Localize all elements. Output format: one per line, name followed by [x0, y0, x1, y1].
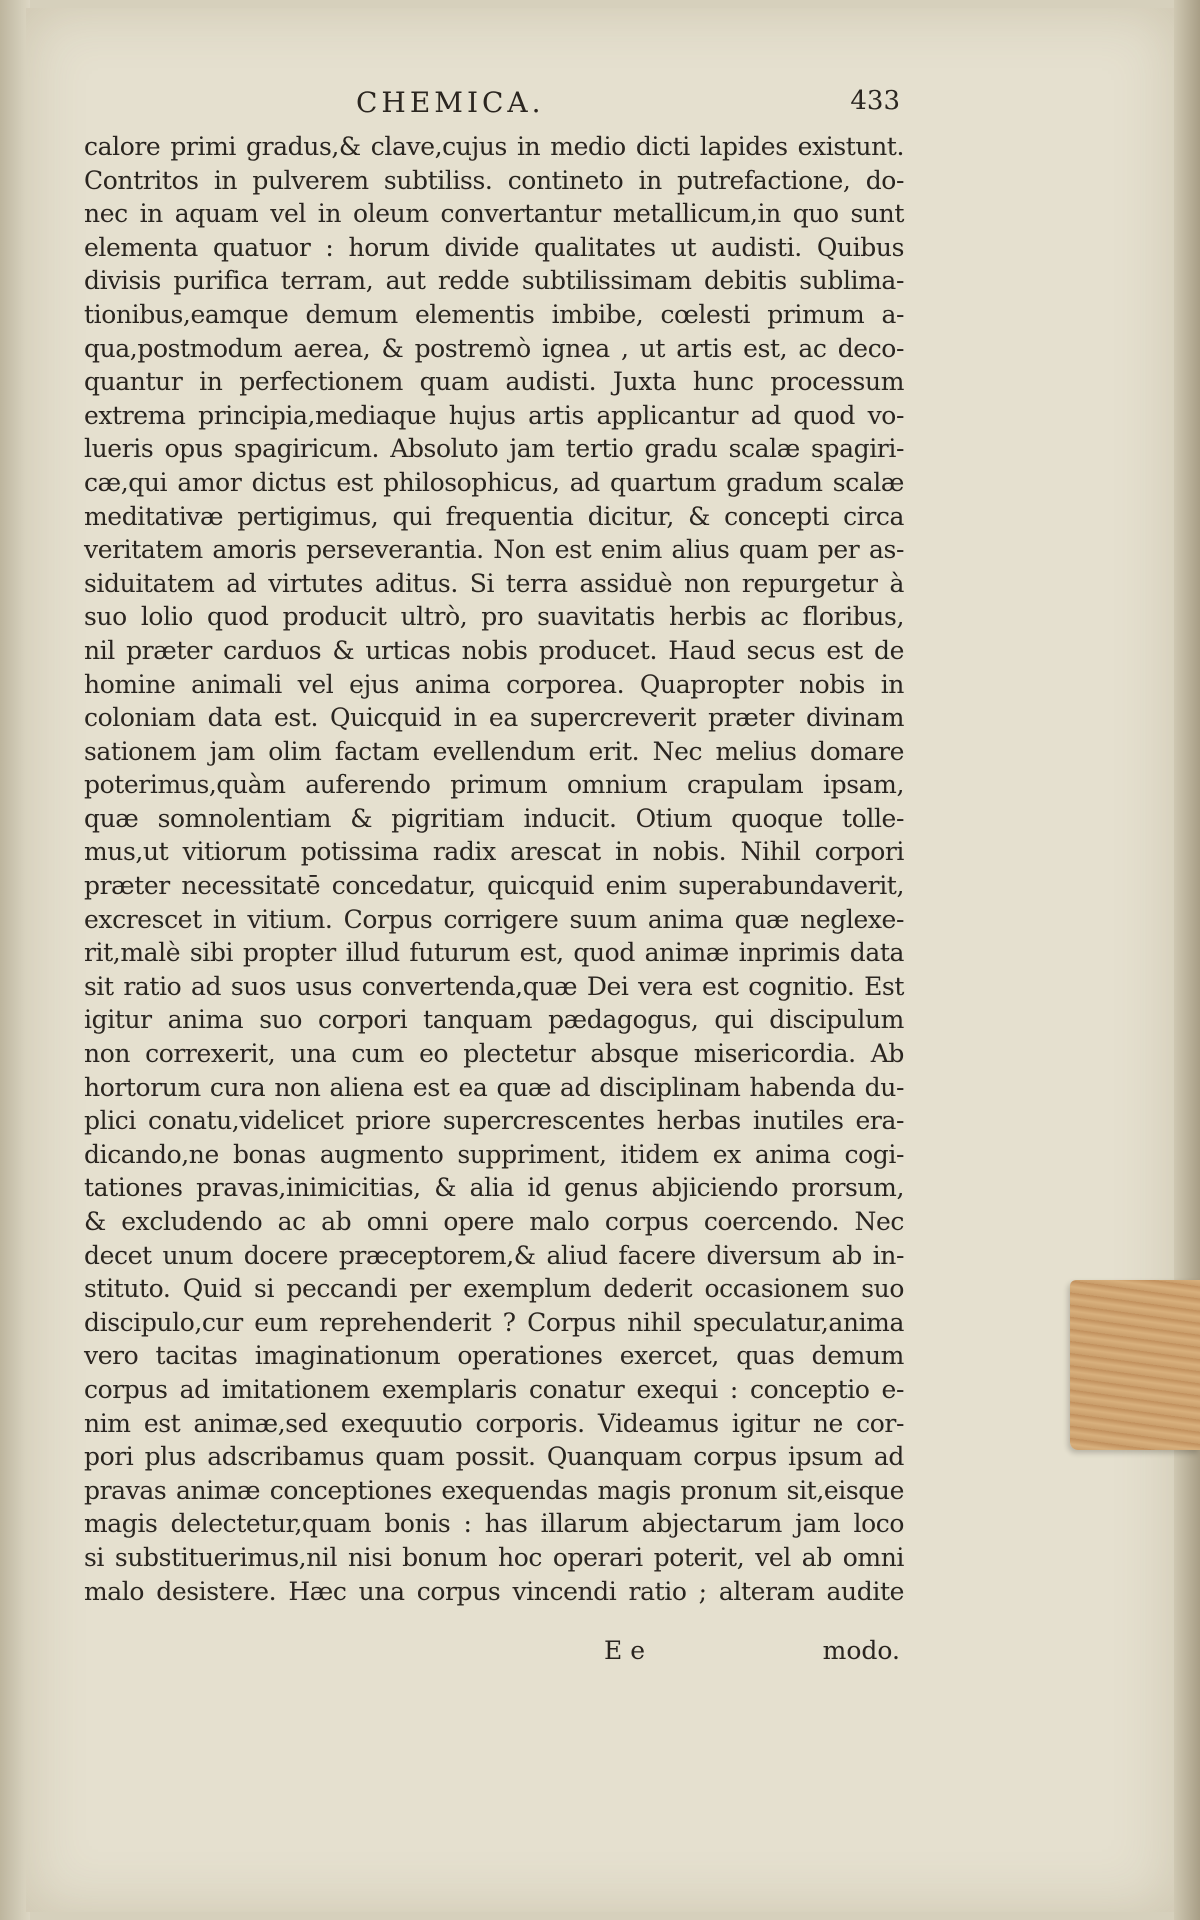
text-line: igitur anima suo corpori tanquam pædagogus, qui discipulum — [84, 1005, 904, 1035]
text-line: suo lolio quod producit ultrò, pro suavitatis herbis ac floribus, — [84, 602, 904, 632]
text-line: si substituerimus,nil nisi bonum hoc operari poterit, vel ab omni — [84, 1542, 904, 1572]
catchword: modo. — [822, 1636, 900, 1665]
page-header — [84, 86, 900, 126]
text-line: corpus ad imitationem exemplaris conatur exequi : conceptio e- — [84, 1374, 904, 1404]
text-line: siduitatem ad virtutes aditus. Si terra assiduè non repurgetur à — [84, 568, 904, 598]
text-line: dicando,ne bonas augmento suppriment, itidem ex anima cogi- — [84, 1139, 904, 1169]
text-line: homine animali vel ejus anima corporea. Quapropter nobis in — [84, 669, 904, 699]
text-line: meditativæ pertigimus, qui frequentia dicitur, & concepti circa — [84, 501, 904, 531]
text-line: qua,postmodum aerea, & postremò ignea , ut artis est, ac deco- — [84, 333, 904, 363]
text-line: pori plus adscribamus quam possit. Quanquam corpus ipsum ad — [84, 1442, 904, 1472]
text-line: nec in aquam vel in oleum convertantur metallicum,in quo sunt — [84, 199, 904, 229]
running-head: CHEMICA. — [356, 86, 545, 119]
text-line: excrescet in vitium. Corpus corrigere suum anima quæ neglexe- — [84, 904, 904, 934]
text-line: hortorum cura non aliena est ea quæ ad disciplinam habenda du- — [84, 1072, 904, 1102]
text-line: Contritos in pulverem subtiliss. contineto in putrefactione, do- — [84, 165, 904, 195]
text-line: mus,ut vitiorum potissima radix arescat in nobis. Nihil corpori — [84, 837, 904, 867]
text-line: plici conatu,videlicet priore supercrescentes herbas inutiles era- — [84, 1106, 904, 1136]
text-line: calore primi gradus,& clave,cujus in medio dicti lapides existunt. — [84, 132, 904, 161]
text-line: tationes pravas,inimicitias, & alia id genus abjiciendo prorsum, — [84, 1173, 904, 1203]
text-line: divisis purifica terram, aut redde subtilissimam debitis sublima- — [84, 266, 904, 296]
text-line: discipulo,cur eum reprehenderit ? Corpus nihil speculatur,anima — [84, 1307, 904, 1337]
text-line: stituto. Quid si peccandi per exemplum dederit occasionem suo — [84, 1274, 904, 1304]
text-line: decet unum docere præceptorem,& aliud facere diversum ab in- — [84, 1240, 904, 1270]
signature-mark: E e — [604, 1636, 645, 1665]
text-line: cæ,qui amor dictus est philosophicus, ad quartum gradum scalæ — [84, 467, 904, 497]
text-line: & excludendo ac ab omni opere malo corpus coercendo. Nec — [84, 1207, 904, 1236]
text-line: veritatem amoris perseverantia. Non est enim alius quam per as- — [84, 535, 904, 565]
text-line: poterimus,quàm auferendo primum omnium crapulam ipsam, — [84, 770, 904, 800]
paper-bookmark — [1070, 1280, 1200, 1450]
text-line: nim est animæ,sed exequutio corporis. Videamus igitur ne cor- — [84, 1408, 904, 1438]
text-line: extrema principia,mediaque hujus artis applicantur ad quod vo- — [84, 400, 904, 430]
text-line: sationem jam olim factam evellendum erit. Nec melius domare — [84, 736, 904, 766]
text-line: tionibus,eamque demum elementis imbibe, cœlesti primum a- — [84, 299, 904, 329]
text-line: coloniam data est. Quicquid in ea supercreverit præter divinam — [84, 703, 904, 733]
text-line: sit ratio ad suos usus convertenda,quæ Dei vera est cognitio. Est — [84, 971, 904, 1001]
text-line: lueris opus spagiricum. Absoluto jam tertio gradu scalæ spagiri- — [84, 434, 904, 464]
body-text — [84, 130, 904, 1608]
page-edge — [1174, 0, 1200, 1920]
text-line: vero tacitas imaginationum operationes exercet, quas demum — [84, 1341, 904, 1371]
text-line: magis delectetur,quam bonis : has illarum abjectarum jam loco — [84, 1509, 904, 1539]
text-line: quantur in perfectionem quam audisti. Juxta hunc processum — [84, 367, 904, 397]
page-number: 433 — [850, 86, 900, 116]
text-line: quæ somnolentiam & pigritiam inducit. Otium quoque tolle- — [84, 803, 904, 833]
text-line: elementa quatuor : horum divide qualitates ut audisti. Quibus — [84, 232, 904, 262]
text-line: rit,malè sibi propter illud futurum est, quod animæ inprimis data — [84, 938, 904, 968]
page-footer — [84, 1636, 900, 1670]
text-line: nil præter carduos & urticas nobis producet. Haud secus est de — [84, 635, 904, 665]
text-line: non correxerit, una cum eo plectetur absque misericordia. Ab — [84, 1039, 904, 1069]
text-line: malo desistere. Hæc una corpus vincendi ratio ; alteram audite — [84, 1576, 904, 1606]
text-line: pravas animæ conceptiones exequendas magis pronum sit,eisque — [84, 1475, 904, 1505]
text-line: præter necessitatē concedatur, quicquid enim superabundaverit, — [84, 871, 904, 901]
